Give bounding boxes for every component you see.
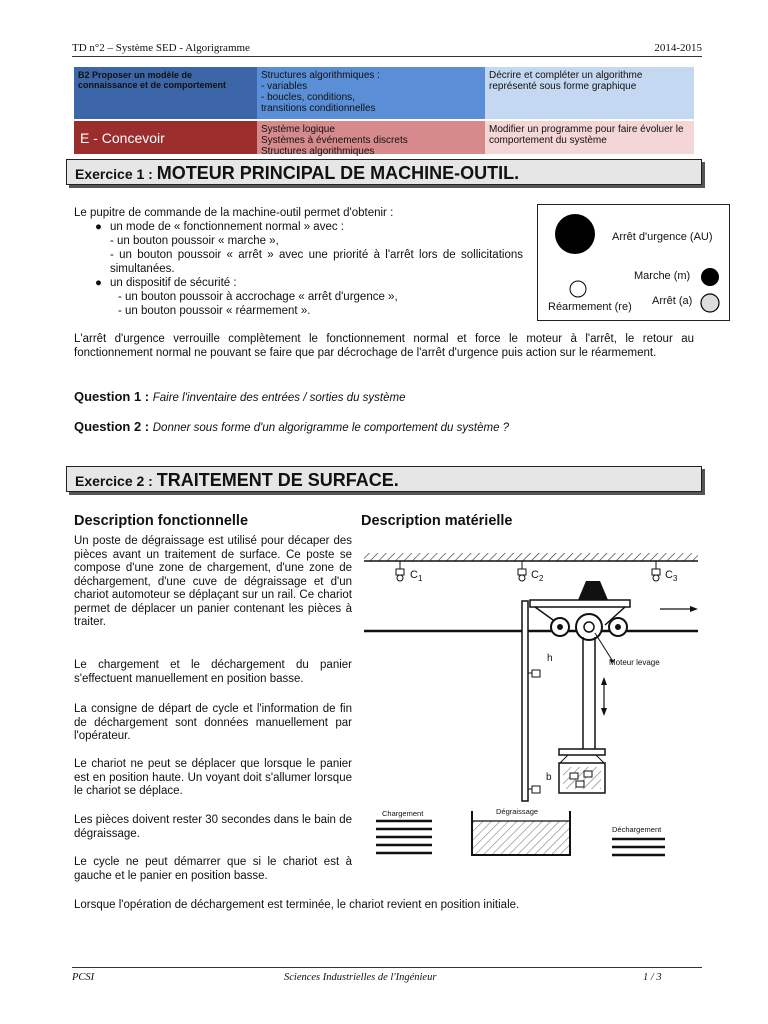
exercise1-label: Exercice 1 : — [75, 166, 153, 182]
rearm-line: - un bouton poussoir « réarmement ». — [118, 305, 311, 317]
vertical-mast — [522, 601, 528, 801]
degreasing-tank-icon — [472, 811, 570, 855]
label-b: b — [546, 772, 552, 783]
label-dechargement: Déchargement — [612, 825, 662, 834]
unloading-zone-icon — [612, 839, 665, 855]
carriage-motor-icon — [578, 581, 608, 600]
rearm-label: Réarmement (re) — [548, 301, 632, 313]
label-degraissage: Dégraissage — [496, 807, 539, 816]
footer-divider — [72, 967, 702, 968]
header-divider — [72, 56, 702, 57]
objective-b2: Décrire et compléter un algorithme représenté sous forme graphique — [485, 67, 694, 119]
sensor-c2-icon — [518, 561, 526, 581]
au-label: Arrêt d'urgence (AU) — [612, 231, 713, 243]
footer-center: Sciences Industrielles de l'Ingénieur — [284, 972, 437, 983]
label-chargement: Chargement — [382, 809, 424, 818]
knowledge-line: - boucles, conditions, — [261, 92, 355, 103]
question1-label: Question 1 : — [74, 389, 150, 404]
header-year: 2014-2015 — [654, 42, 702, 54]
basket-hanger — [559, 749, 605, 755]
exercise2-p2: Le chargement et le déchargement du panier s'effectuent manuellement en position basse. — [74, 659, 352, 685]
exercise1-banner — [66, 159, 702, 185]
footer-page: 1 / 3 — [643, 972, 662, 983]
objective-e: Modifier un programme pour faire évoluer le comportement du système — [485, 121, 694, 154]
exercise2-label: Exercice 2 : — [75, 473, 153, 489]
exercise2-p3: La consigne de départ de cycle et l'information de fin de déchargement sont données manuellement par l'opérateur. — [74, 703, 352, 742]
exercise2-banner — [66, 466, 702, 492]
au-line: - un bouton poussoir à accrochage « arrêt d'urgence », — [118, 291, 398, 303]
knowledge-line: - variables — [261, 81, 308, 92]
sensor-b-icon — [532, 786, 540, 793]
exercise2-p4: Le chariot ne peut se déplacer que lorsque le panier est en position haute. Un voyant doit s'allumer lorsque le chariot se déplace. — [74, 758, 352, 797]
exercise1-intro: Le pupitre de commande de la machine-outil permet d'obtenir : — [74, 207, 394, 219]
question2-label: Question 2 : — [74, 419, 150, 434]
label-c3: $C_3$ — [665, 569, 678, 584]
arret-line: - un bouton poussoir « arrêt » avec une priorité à l'arrêt lors de sollicitations simultanées. — [110, 249, 523, 275]
sensor-c3-icon — [652, 561, 660, 581]
knowledge-line: transitions conditionnelles — [261, 103, 376, 114]
knowledge-line: Structures algorithmiques — [261, 146, 375, 157]
knowledge-b2 — [257, 67, 485, 119]
question2 — [74, 419, 509, 434]
marche-line: - un bouton poussoir « marche », — [110, 235, 279, 247]
loading-zone-icon — [376, 821, 432, 853]
exercise2-p6: Le cycle ne peut démarrer que si le chariot est à gauche et le panier en position basse. — [74, 856, 352, 882]
label-h: h — [547, 653, 553, 664]
label-moteur-levage: Moteur levage — [609, 658, 660, 667]
knowledge-line: Structures algorithmiques : — [261, 70, 380, 81]
arret-button-icon — [701, 294, 719, 312]
competence-b2: B2 Proposer un modèle de connaissance et de comportement — [74, 67, 257, 119]
material-description-heading: Description matérielle — [361, 513, 513, 529]
marche-label: Marche (m) — [634, 270, 691, 282]
label-c2: $C_2$ — [531, 569, 544, 584]
securite-line: un dispositif de sécurité : — [110, 277, 237, 289]
exercise2-p5: Les pièces doivent rester 30 secondes dans le bain de dégraissage. — [74, 814, 352, 840]
question1 — [74, 389, 406, 404]
question2-text: Donner sous forme d'un algorigramme le comportement du système ? — [152, 422, 510, 434]
ceiling-hatch — [364, 553, 698, 561]
knowledge-e — [257, 121, 485, 157]
bullet-icon: ● — [95, 221, 102, 233]
exercise1-title: MOTEUR PRINCIPAL DE MACHINE-OUTIL. — [156, 163, 520, 183]
knowledge-line: Système logique — [261, 124, 335, 135]
control-panel-figure — [537, 204, 730, 321]
arret-label: Arrêt (a) — [652, 295, 693, 307]
exercise1-paragraph: L'arrêt d'urgence verrouille complètement le fonctionnement normal et force le moteur à l'arrêt, le retour au fonctionnement normal ne pouvant se faire que par décrochage de l'arrêt d'urgence puis action sur le réarmement. — [74, 333, 694, 359]
exercise2-p7: Lorsque l'opération de déchargement est terminée, le chariot revient en position initiale. — [74, 899, 520, 911]
exercise2-p1: Un poste de dégraissage est utilisé pour décaper des pièces avant un traitement de surface. Ce poste se compose d'une zone de chargement, d'une zone de déchargement, d'une cuve de dégraissage et d'un chariot automoteur se déplaçant sur un rail. Ce chariot permet de déplacer un panier contenant les pièces à traiter. — [74, 535, 352, 628]
emergency-stop-button-icon — [555, 214, 595, 254]
exercise2-title: TRAITEMENT DE SURFACE. — [156, 470, 399, 490]
sensor-h-icon — [532, 670, 540, 677]
marche-button-icon — [701, 268, 719, 286]
label-c1: $C_1$ — [410, 569, 423, 584]
competence-e: E - Concevoir — [74, 121, 257, 154]
mode-normal: un mode de « fonctionnement normal » avec : — [110, 221, 344, 233]
bullet-icon: ● — [95, 277, 102, 289]
functional-description-heading: Description fonctionnelle — [74, 513, 249, 529]
rearm-button-icon — [570, 281, 586, 297]
knowledge-line: Systèmes à événements discrets — [261, 135, 408, 146]
sensor-c1-icon — [396, 561, 404, 581]
carriage-frame — [530, 600, 630, 607]
footer-left: PCSI — [72, 972, 95, 983]
header-title: TD n°2 – Système SED - Algorigramme — [72, 42, 250, 54]
question1-text: Faire l'inventaire des entrées / sorties du système — [152, 392, 406, 404]
